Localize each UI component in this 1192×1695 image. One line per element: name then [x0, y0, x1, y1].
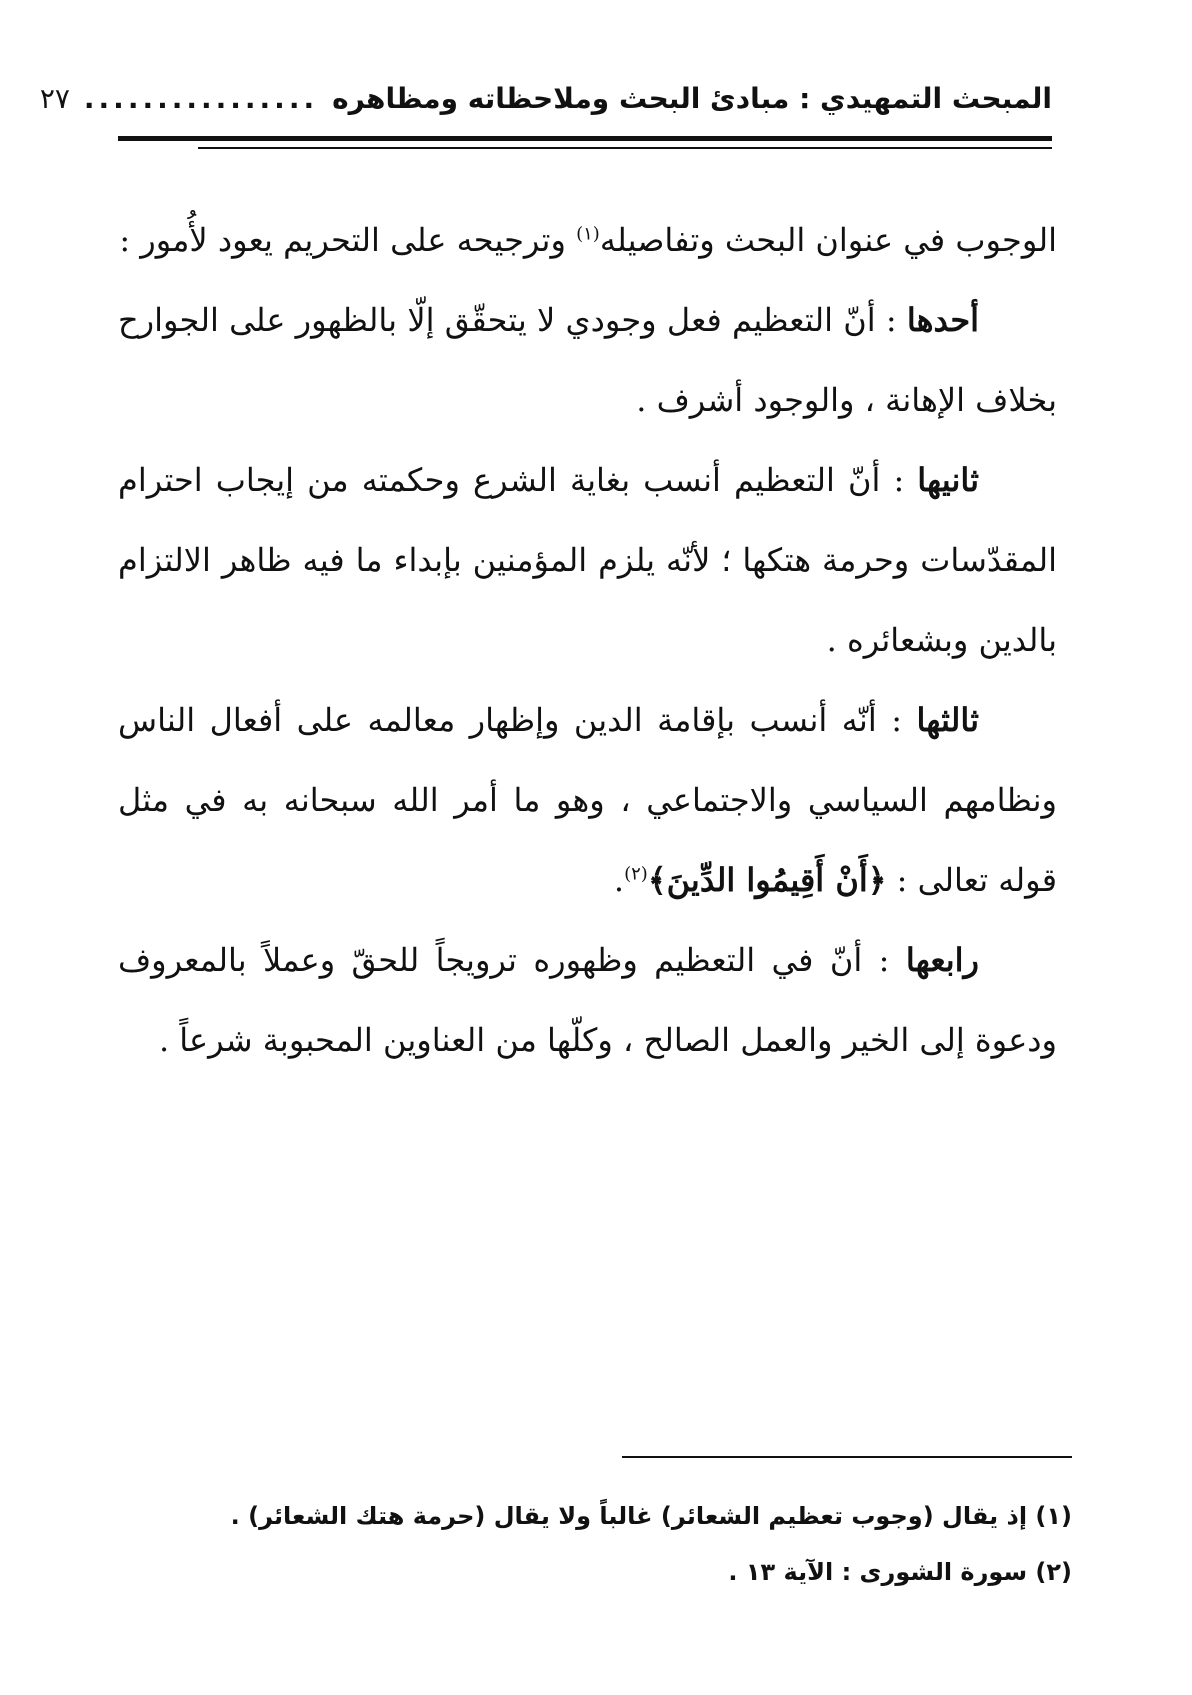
paragraph-4-text: : أنّه أنسب بإقامة الدين وإظهار معالمه على أفعال الناس ونظامهم السياسي والاجتماعي ، وهو ما أمر الله سبحانه به في مثل قوله تعالى :: [118, 701, 1057, 899]
body-text: [118, 200, 1057, 1080]
paragraph-5-lead: رابعها: [905, 941, 979, 979]
paragraph-1-text-a: الوجوب في عنوان البحث وتفاصيله: [599, 221, 1057, 259]
footnote-ref-1: (١): [576, 223, 600, 245]
running-title: المبحث التمهيدي : مبادئ البحث وملاحظاته ومظاهره: [332, 81, 1052, 115]
footnotes: [200, 1488, 1072, 1600]
footnote-1: (١) إذ يقال (وجوب تعظيم الشعائر) غالباً ولا يقال (حرمة هتك الشعائر) .: [230, 1502, 1072, 1530]
page-number: ٢٧: [39, 81, 70, 115]
footnote-separator: [622, 1456, 1072, 1458]
quran-verse: ﴿أَنْ أَقِيمُوا الدِّينَ﴾: [647, 861, 887, 899]
leader-dots: ................: [83, 81, 319, 115]
paragraph-2-lead: أحدها: [906, 301, 979, 339]
paragraph-4-end: .: [613, 861, 625, 899]
running-header: [39, 70, 1052, 126]
paragraph-3-text: : أنّ التعظيم أنسب بغاية الشرع وحكمته من إيجاب احترام المقدّسات وحرمة هتكها ؛ لأنّه يلزم المؤمنين بإبداء ما فيه ظاهر الالتزام بالدين وبشعائره .: [118, 461, 1058, 659]
paragraph-1: [118, 200, 1057, 280]
paragraph-4: [118, 680, 1057, 920]
header-rule-thick: [118, 136, 1052, 141]
paragraph-3-lead: ثانيها: [917, 461, 979, 499]
paragraph-1-text-b: وترجيحه على التحريم يعود لأُمور :: [119, 221, 577, 259]
footnote-2: (٢) سورة الشورى : الآية ١٣ .: [728, 1558, 1072, 1586]
paragraph-3: [118, 440, 1057, 680]
paragraph-2-text: : أنّ التعظيم فعل وجودي لا يتحقّق إلّا بالظهور على الجوارح بخلاف الإهانة ، والوجود أشرف .: [118, 301, 1057, 419]
paragraph-4-lead: ثالثها: [916, 701, 979, 739]
footnote-ref-2: (٢): [624, 863, 648, 885]
paragraph-5: [118, 920, 1057, 1080]
header-rule-thin: [198, 147, 1052, 149]
paragraph-5-text: : أنّ في التعظيم وظهوره ترويجاً للحقّ وعملاً بالمعروف ودعوة إلى الخير والعمل الصالح ، وكلّها من العناوين المحبوبة شرعاً .: [118, 941, 1057, 1059]
paragraph-2: [118, 280, 1057, 440]
